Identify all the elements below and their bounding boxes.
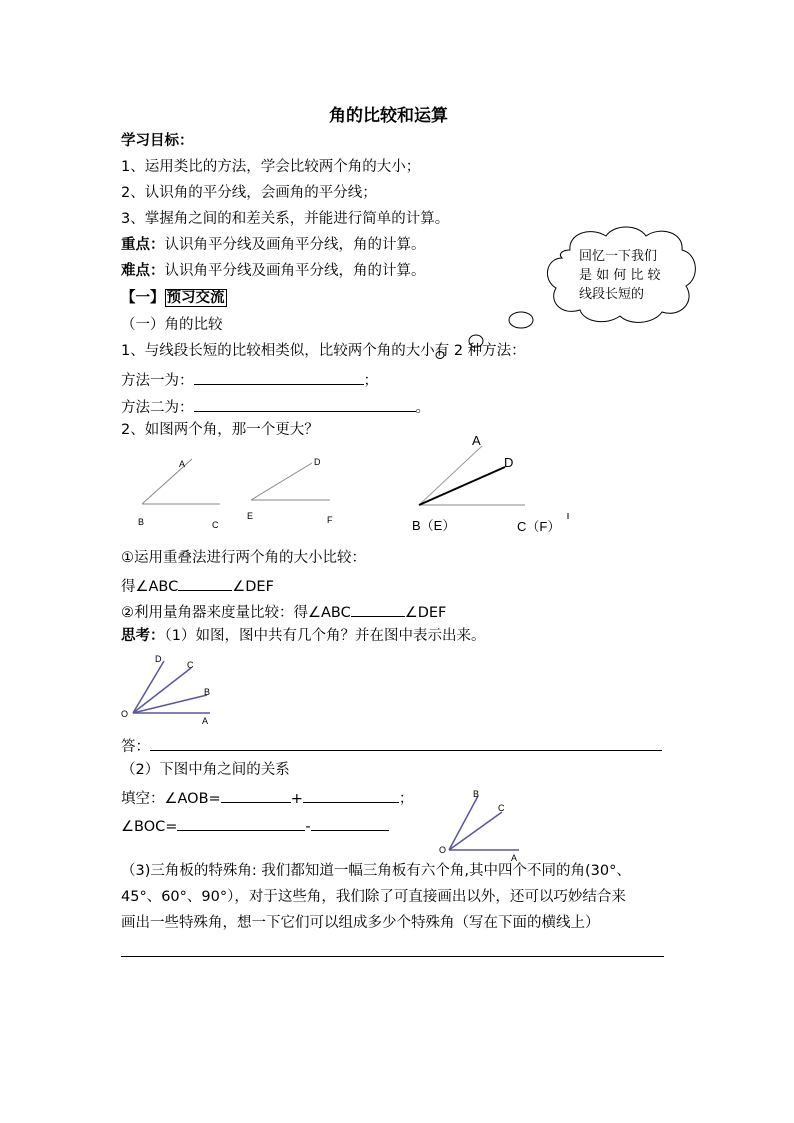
fig2-label-b: B xyxy=(473,789,480,799)
think-answer-label: 答： xyxy=(121,739,150,755)
fig-label-a1: A xyxy=(179,459,186,469)
think-answer-line xyxy=(121,735,662,756)
think-q2: （2）下图中角之间的关系 xyxy=(121,762,290,778)
fill-boc-blank-2[interactable] xyxy=(311,815,389,831)
key-point-label: 重点： xyxy=(121,237,165,253)
difficulty-label: 难点： xyxy=(121,263,165,279)
protractor-suffix: ∠DEF xyxy=(404,605,447,621)
objective-item-1: 1、运用类比的方法，学会比较两个角的大小； xyxy=(121,159,421,175)
think-label: 思考： xyxy=(121,628,165,644)
think-q3-answer-line[interactable] xyxy=(121,956,664,957)
fig-label-a2: A xyxy=(472,433,481,448)
fig1-label-a: A xyxy=(202,716,209,726)
subsection-angle-compare: （一）角的比较 xyxy=(121,317,223,333)
cloud-line-3: 线段长短的 xyxy=(579,287,645,302)
question-1: 1、与线段长短的比较相类似，比较两个角的大小有 2 种方法： xyxy=(121,343,526,359)
cloud-line-1: 回忆一下我们 xyxy=(579,249,658,264)
question-2: 2、如图两个角，那一个更大？ xyxy=(121,422,319,438)
overlap-method-text: ①运用重叠法进行两个角的大小比较： xyxy=(121,550,366,566)
fill-plus: + xyxy=(290,791,303,807)
fig-label-e1: E xyxy=(247,511,254,521)
method-2-end: 。 xyxy=(415,400,430,416)
key-point-text: 认识角平分线及画角平分线，角的计算。 xyxy=(164,237,426,253)
protractor-text: ②利用量角器来度量比较：得∠ABC xyxy=(121,605,351,621)
fig-label-d2: D xyxy=(504,455,514,470)
fill-aob-line xyxy=(121,787,413,808)
fig-label-d1: D xyxy=(314,457,321,467)
fill-aob-blank-2[interactable] xyxy=(303,787,399,803)
fig1-label-b: B xyxy=(204,687,211,697)
method-1-label: 方法一为： xyxy=(121,373,194,389)
page-title: 角的比较和运算 xyxy=(329,106,448,126)
fig2-label-c: C xyxy=(498,803,505,813)
overlap-answer-prefix: 得∠ABC xyxy=(121,579,179,595)
section1-bracket: 【一】 xyxy=(121,290,165,306)
fill-aob-blank-1[interactable] xyxy=(221,787,291,803)
objective-item-3: 3、掌握角之间的和差关系，并能进行简单的计算。 xyxy=(121,211,450,227)
fill-boc-label: ∠BOC= xyxy=(121,819,178,835)
fig-label-c1: C xyxy=(212,520,219,530)
fig-label-b1: B xyxy=(138,517,145,527)
method-2-label: 方法二为： xyxy=(121,400,194,416)
fig2-label-o: O xyxy=(439,845,447,855)
fill-semicolon: ； xyxy=(398,791,414,807)
think-q1: （1）如图，图中共有几个角？并在图中表示出来。 xyxy=(164,628,486,644)
fill-minus: - xyxy=(305,819,311,835)
cloud-line-2: 是 如 何 比 较 xyxy=(579,268,661,283)
fig1-label-o: O xyxy=(121,709,129,719)
fig-label-be: B（E） xyxy=(412,518,456,533)
fig-label-cf: C（F） xyxy=(517,519,561,534)
four-rays-figure xyxy=(133,661,210,713)
fill-boc-blank-1[interactable] xyxy=(177,815,305,831)
fill-label: 填空：∠AOB= xyxy=(121,791,221,807)
think-q3-line-2: 45°、60°、90°），对于这些角，我们除了可直接画出以外，还可以巧妙结合来 xyxy=(121,889,626,905)
think-answer-blank[interactable] xyxy=(150,735,662,751)
three-rays-figure xyxy=(449,796,519,850)
fig2-label-a: A xyxy=(511,853,518,863)
section1-title: 预习交流 xyxy=(166,290,225,306)
overlap-answer-suffix: ∠DEF xyxy=(232,579,274,595)
fig1-label-c: C xyxy=(187,660,194,670)
fig-label-f1: F xyxy=(327,515,333,525)
fig1-label-d: D xyxy=(155,654,162,664)
objective-item-2: 2、认识角的平分线，会画角的平分线； xyxy=(121,185,377,201)
objectives-heading: 学习目标： xyxy=(121,133,194,149)
difficulty-text: 认识角平分线及画角平分线，角的计算。 xyxy=(164,263,426,279)
think-q3-line-1: （3)三角板的特殊角: 我们都知道一幅三角板有六个角,其中四个不同的角(30°、 xyxy=(121,863,631,879)
think-q3-line-3: 画出一些特殊角，想一下它们可以组成多少个特殊角（写在下面的横线上） xyxy=(121,915,600,931)
fill-boc-line xyxy=(121,815,389,836)
method-1-end: ； xyxy=(363,373,378,389)
